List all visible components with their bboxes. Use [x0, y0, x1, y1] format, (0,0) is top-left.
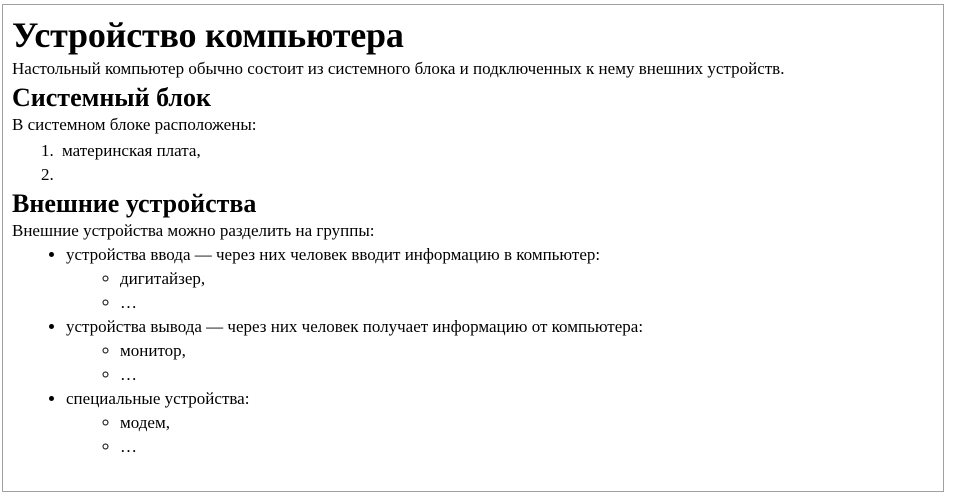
- group-items-list: [66, 339, 943, 387]
- group-items-list: [66, 267, 943, 315]
- list-item: ◦ …: [120, 291, 943, 315]
- external-groups-list: [12, 243, 943, 459]
- system-unit-heading: Системный блок: [12, 83, 211, 112]
- external-devices-lead: Внешние устройства можно разделить на группы:: [12, 221, 375, 240]
- list-item: ◦ дигитайзер,: [120, 267, 943, 291]
- intro-paragraph: Настольный компьютер обычно состоит из системного блока и подключенных к нему внешних устройств.: [12, 59, 785, 78]
- system-unit-list: [12, 139, 943, 187]
- list-item: [58, 163, 943, 187]
- page-title: Устройство компьютера: [12, 15, 404, 55]
- external-devices-heading: Внешние устройства: [12, 189, 257, 218]
- list-item: ◦ …: [120, 435, 943, 459]
- group-label: устройства ввода — через них человек вводит информацию в компьютер:: [66, 245, 601, 264]
- list-item: ◦ монитор,: [120, 339, 943, 363]
- system-unit-lead: В системном блоке расположены:: [12, 115, 257, 134]
- group-input-devices: [66, 243, 943, 315]
- list-item: 1. материнская плата,: [58, 139, 943, 163]
- group-items-list: [66, 411, 943, 459]
- list-item: ◦ модем,: [120, 411, 943, 435]
- group-special-devices: [66, 387, 943, 459]
- group-output-devices: [66, 315, 943, 387]
- group-label: специальные устройства:: [66, 389, 250, 408]
- list-item: ◦ …: [120, 363, 943, 387]
- group-label: устройства вывода — через них человек получает информацию от компьютера:: [66, 317, 644, 336]
- document-page: [2, 4, 944, 492]
